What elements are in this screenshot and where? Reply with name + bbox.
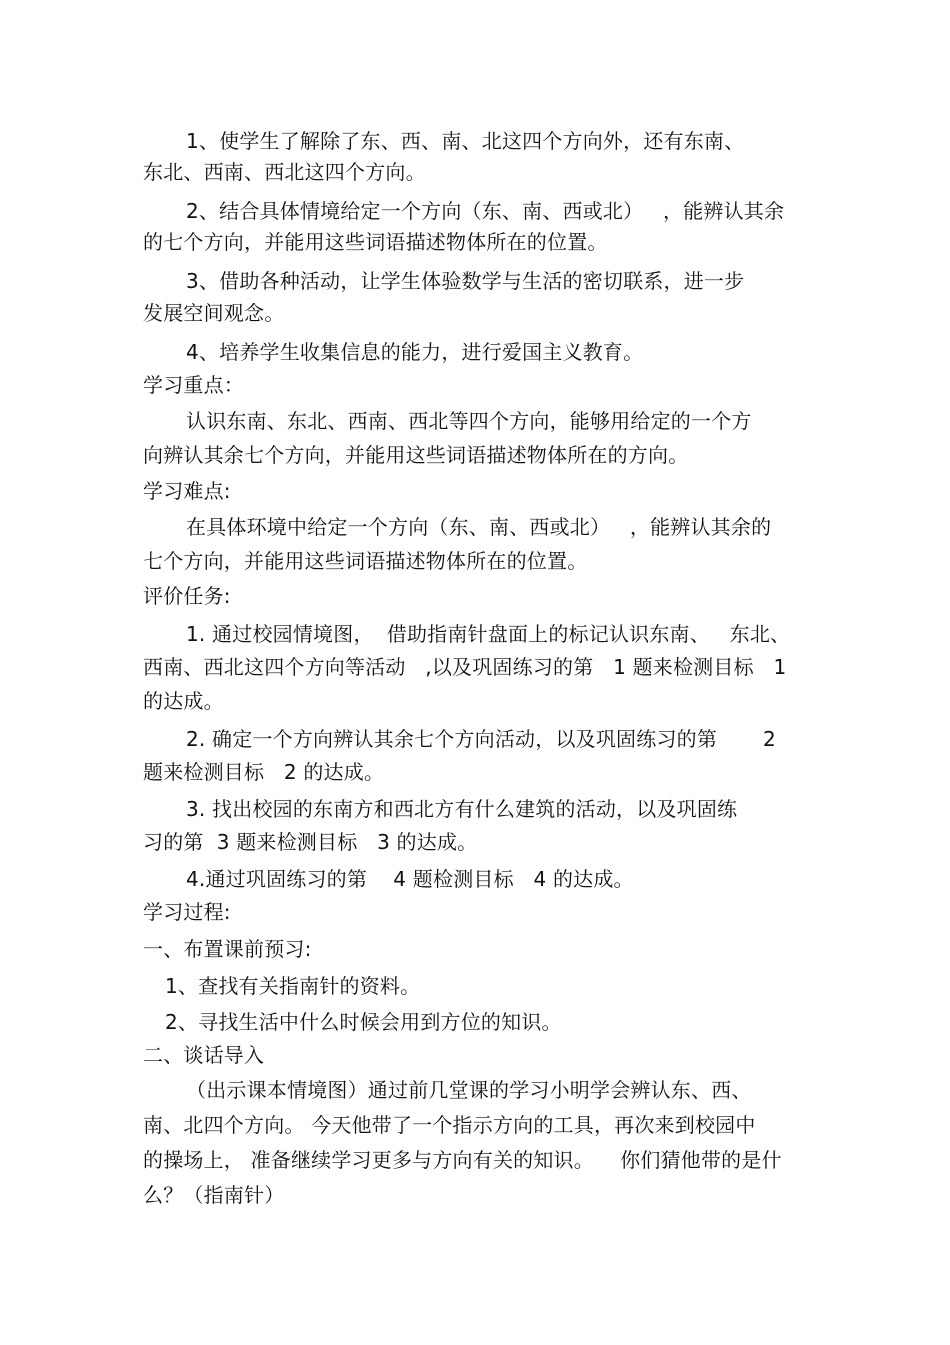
objective-2-line-2: 的七个方向，并能用这些词语描述物体所在的位置。 xyxy=(143,230,608,254)
evaluation-1-line-2: 西南、西北这四个方向等活动 ,以及巩固练习的第 1 题来检测目标 1 xyxy=(143,655,787,679)
intro-line-4: 么？（指南针） xyxy=(143,1183,285,1207)
preview-item-1: 1、查找有关指南针的资料。 xyxy=(165,974,421,998)
key-points-line-2: 向辨认其余七个方向，并能用这些词语描述物体所在的方向。 xyxy=(143,443,689,467)
objective-3-line-2: 发展空间观念。 xyxy=(143,301,285,325)
difficulties-line-2: 七个方向，并能用这些词语描述物体所在的位置。 xyxy=(143,549,588,573)
objective-1-line-2: 东北、西南、西北这四个方向。 xyxy=(143,160,426,184)
key-points-line-1: 认识东南、东北、西南、西北等四个方向，能够用给定的一个方 xyxy=(186,409,752,433)
preview-heading: 一、布置课前预习: xyxy=(143,937,312,961)
evaluation-2-line-1: 2. 确定一个方向辨认其余七个方向活动，以及巩固练习的第 2 xyxy=(186,727,776,751)
objective-2-line-1: 2、结合具体情境给定一个方向（东、南、西或北） ，能辨认其余 xyxy=(186,199,785,223)
evaluation-heading: 评价任务: xyxy=(143,584,231,608)
key-points-heading: 学习重点： xyxy=(143,373,244,397)
preview-item-2: 2、寻找生活中什么时候会用到方位的知识。 xyxy=(165,1010,562,1034)
evaluation-1-line-1: 1. 通过校园情境图， 借助指南针盘面上的标记认识东南、 东北、 xyxy=(186,622,791,646)
evaluation-1-line-3: 的达成。 xyxy=(143,689,224,713)
difficulties-heading: 学习难点: xyxy=(143,479,231,503)
evaluation-2-line-2: 题来检测目标 2 的达成。 xyxy=(143,760,385,784)
intro-line-1: （出示课本情境图）通过前几堂课的学习小明学会辨认东、西、 xyxy=(186,1078,752,1102)
evaluation-4-line: 4.通过巩固练习的第 4 题检测目标 4 的达成。 xyxy=(186,867,634,891)
evaluation-3-line-2: 习的第 3 题来检测目标 3 的达成。 xyxy=(143,830,478,854)
difficulties-line-1: 在具体环境中给定一个方向（东、南、西或北） ，能辨认其余的 xyxy=(186,515,772,539)
intro-line-3: 的操场上， 准备继续学习更多与方向有关的知识。 你们猜他带的是什 xyxy=(143,1148,782,1172)
intro-line-2: 南、北四个方向。 今天他带了一个指示方向的工具，再次来到校园中 xyxy=(143,1113,756,1137)
objective-1-line-1: 1、使学生了解除了东、西、南、北这四个方向外，还有东南、 xyxy=(186,129,745,153)
objective-3-line-1: 3、借助各种活动，让学生体验数学与生活的密切联系，进一步 xyxy=(186,269,745,293)
intro-heading: 二、谈话导入 xyxy=(143,1043,265,1067)
objective-4-line: 4、培养学生收集信息的能力，进行爱国主义教育。 xyxy=(186,340,644,364)
evaluation-3-line-1: 3. 找出校园的东南方和西北方有什么建筑的活动，以及巩固练 xyxy=(186,797,738,821)
process-heading: 学习过程: xyxy=(143,900,231,924)
